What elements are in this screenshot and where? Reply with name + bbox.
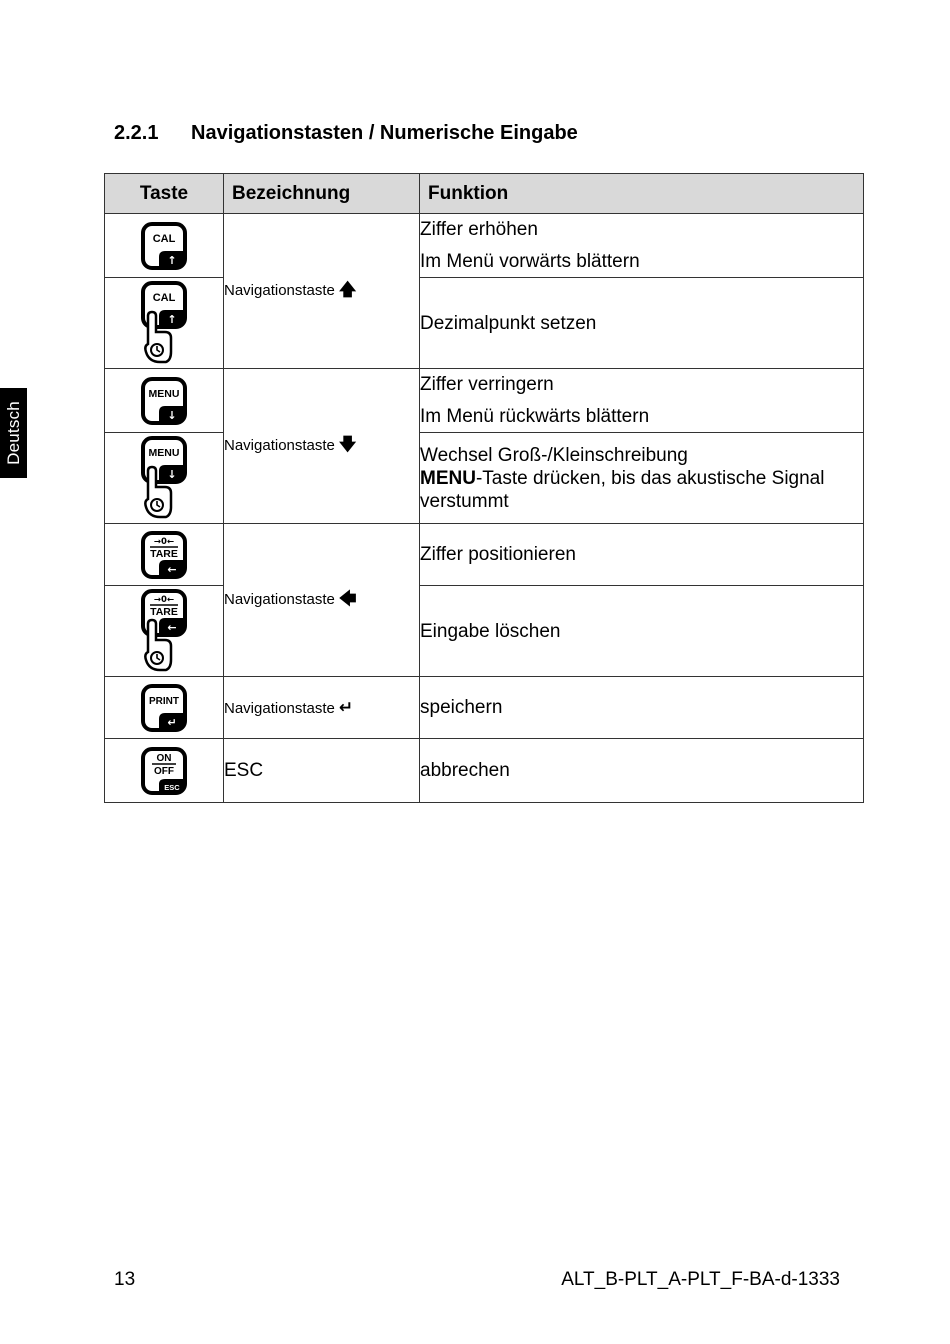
svg-text:TARE: TARE	[150, 606, 178, 618]
key-name-cell	[224, 524, 420, 677]
key-name: Navigationstaste	[224, 699, 335, 717]
svg-text:→0←: →0←	[153, 595, 175, 605]
table-row	[105, 433, 864, 524]
svg-text:↓: ↓	[167, 468, 177, 481]
cal-key-icon	[139, 221, 189, 271]
function-cell	[420, 278, 864, 369]
function-text: Eingabe löschen	[420, 620, 561, 642]
section-title: Navigationstasten / Numerische Eingabe	[191, 122, 578, 144]
function-text: Im Menü vorwärts blättern	[420, 251, 640, 272]
up-arrow-icon: 🡅	[338, 279, 357, 299]
function-text: Ziffer positionieren	[420, 544, 576, 565]
key-cell	[105, 369, 224, 433]
function-text: -Taste drücken, bis das akustische Signal verstummt	[420, 467, 825, 512]
key-cell	[105, 433, 224, 524]
key-name: ESC	[224, 759, 264, 781]
function-cell	[420, 433, 864, 524]
key-name: Navigationstaste	[224, 436, 335, 454]
function-cell	[420, 586, 864, 677]
key-table	[104, 173, 864, 803]
svg-text:←: ←	[167, 562, 177, 576]
svg-text:MENU: MENU	[148, 387, 180, 400]
function-text: speichern	[420, 697, 503, 718]
function-text: abbrechen	[420, 760, 510, 781]
table-row	[105, 278, 864, 369]
function-cell	[420, 524, 864, 586]
page-number: 13	[114, 1269, 136, 1290]
table-row	[105, 677, 864, 739]
svg-text:CAL: CAL	[152, 232, 176, 245]
svg-text:↑: ↑	[167, 313, 177, 326]
function-text: Wechsel Groß-/Kleinschreibung	[420, 444, 688, 466]
key-cell	[105, 524, 224, 586]
key-cell	[105, 739, 224, 803]
table-row	[105, 369, 864, 433]
on-off-key-icon	[139, 746, 189, 796]
print-key-icon	[139, 683, 189, 733]
table-row	[105, 739, 864, 803]
svg-text:TARE: TARE	[150, 547, 178, 560]
function-text: Dezimalpunkt setzen	[420, 312, 597, 334]
enter-arrow-icon: ↵	[338, 697, 354, 717]
cal-key-hold-icon	[138, 280, 190, 366]
menu-key-hold-icon	[138, 435, 190, 521]
svg-text:↵: ↵	[167, 715, 177, 729]
key-cell	[105, 278, 224, 369]
key-name: Navigationstaste	[224, 281, 335, 299]
section-heading	[114, 122, 578, 145]
function-text-bold: MENU	[420, 467, 476, 489]
key-cell	[105, 586, 224, 677]
function-cell	[420, 214, 864, 278]
key-cell	[105, 214, 224, 278]
table-row	[105, 524, 864, 586]
function-text: Im Menü rückwärts blättern	[420, 406, 650, 427]
function-text: Ziffer erhöhen	[420, 219, 538, 240]
language-tab-label: Deutsch	[3, 401, 23, 465]
header-bezeichnung: Bezeichnung	[224, 174, 420, 214]
function-cell	[420, 369, 864, 433]
svg-text:PRINT: PRINT	[149, 695, 179, 707]
key-cell	[105, 677, 224, 739]
function-cell	[420, 739, 864, 803]
header-funktion: Funktion	[420, 174, 864, 214]
header-taste: Taste	[105, 174, 224, 214]
key-name-cell	[224, 214, 420, 369]
table-row	[105, 586, 864, 677]
section-number: 2.2.1	[114, 122, 159, 144]
table-header-row	[105, 174, 864, 214]
svg-text:ON: ON	[156, 752, 172, 764]
function-text: Ziffer verringern	[420, 374, 554, 395]
key-name-cell	[224, 677, 420, 739]
left-arrow-icon: 🡄	[338, 588, 357, 608]
down-arrow-icon: 🡇	[338, 434, 357, 454]
tare-key-icon	[139, 530, 189, 580]
key-name-cell	[224, 369, 420, 524]
table-row	[105, 214, 864, 278]
language-tab	[0, 388, 27, 478]
key-name-cell	[224, 739, 420, 803]
svg-text:←: ←	[167, 621, 177, 634]
function-cell	[420, 677, 864, 739]
menu-key-icon	[139, 376, 189, 426]
svg-text:→0←: →0←	[153, 536, 175, 547]
svg-text:↓: ↓	[167, 408, 177, 422]
svg-text:ESC: ESC	[164, 782, 180, 792]
svg-text:CAL: CAL	[152, 292, 176, 304]
svg-text:OFF: OFF	[154, 765, 174, 777]
svg-text:↑: ↑	[167, 253, 177, 267]
tare-key-hold-icon	[138, 588, 190, 674]
document-id: ALT_B-PLT_A-PLT_F-BA-d-1333	[561, 1269, 840, 1290]
svg-text:MENU: MENU	[148, 447, 180, 459]
key-name: Navigationstaste	[224, 590, 335, 608]
